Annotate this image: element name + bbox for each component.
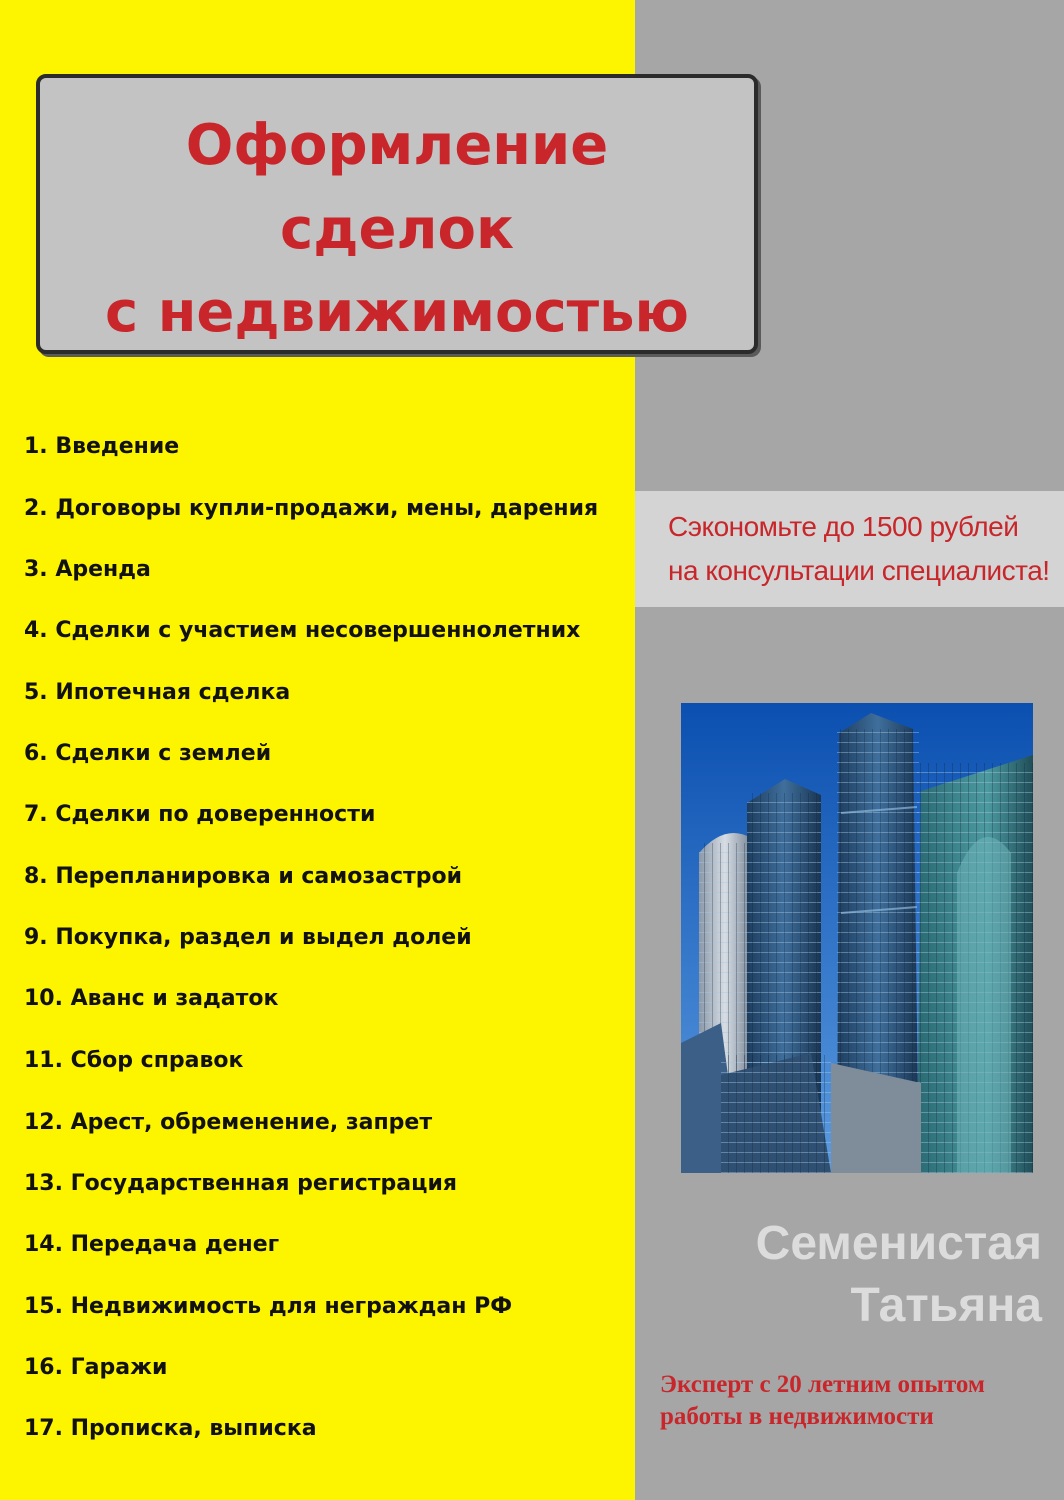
toc-item-9: 9. Покупка, раздел и выдел долей (24, 925, 472, 950)
toc-item-15: 15. Недвижимость для неграждан РФ (24, 1294, 513, 1319)
promo-strip (635, 491, 1064, 607)
title-box (36, 74, 758, 354)
title-line-1: Оформление (185, 113, 609, 178)
toc-item-3: 3. Аренда (24, 557, 151, 582)
author-last-name: Татьяна (850, 1279, 1042, 1332)
toc-item-2: 2. Договоры купли-продажи, мены, дарения (24, 496, 599, 521)
title-line-3: с недвижимостью (105, 280, 689, 345)
toc-item-6: 6. Сделки с землей (24, 741, 272, 766)
toc-item-12: 12. Арест, обременение, запрет (24, 1110, 433, 1135)
author-first-name: Семенистая (755, 1217, 1042, 1270)
toc-item-14: 14. Передача денег (24, 1232, 280, 1257)
tagline-line-2: работы в недвижимости (660, 1403, 934, 1430)
title-line-2: сделок (280, 197, 514, 262)
toc-item-13: 13. Государственная регистрация (24, 1171, 457, 1196)
promo-line-2: на консультации специалиста! (668, 555, 1050, 586)
tagline-line-1: Эксперт с 20 летним опытом (660, 1371, 985, 1398)
toc-item-11: 11. Сбор справок (24, 1048, 244, 1073)
toc-item-8: 8. Перепланировка и самозастрой (24, 864, 463, 889)
promo-line-1: Сэкономьте до 1500 рублей (668, 511, 1019, 542)
toc-item-1: 1. Введение (24, 434, 180, 459)
skyscrapers-illustration (681, 703, 1033, 1173)
skyscrapers-photo (681, 703, 1033, 1173)
toc-item-10: 10. Аванс и задаток (24, 986, 279, 1011)
toc-item-16: 16. Гаражи (24, 1355, 168, 1380)
toc-item-17: 17. Прописка, выписка (24, 1416, 317, 1441)
toc-item-7: 7. Сделки по доверенности (24, 802, 376, 827)
toc-item-4: 4. Сделки с участием несовершеннолетних (24, 618, 581, 643)
toc-item-5: 5. Ипотечная сделка (24, 680, 291, 705)
